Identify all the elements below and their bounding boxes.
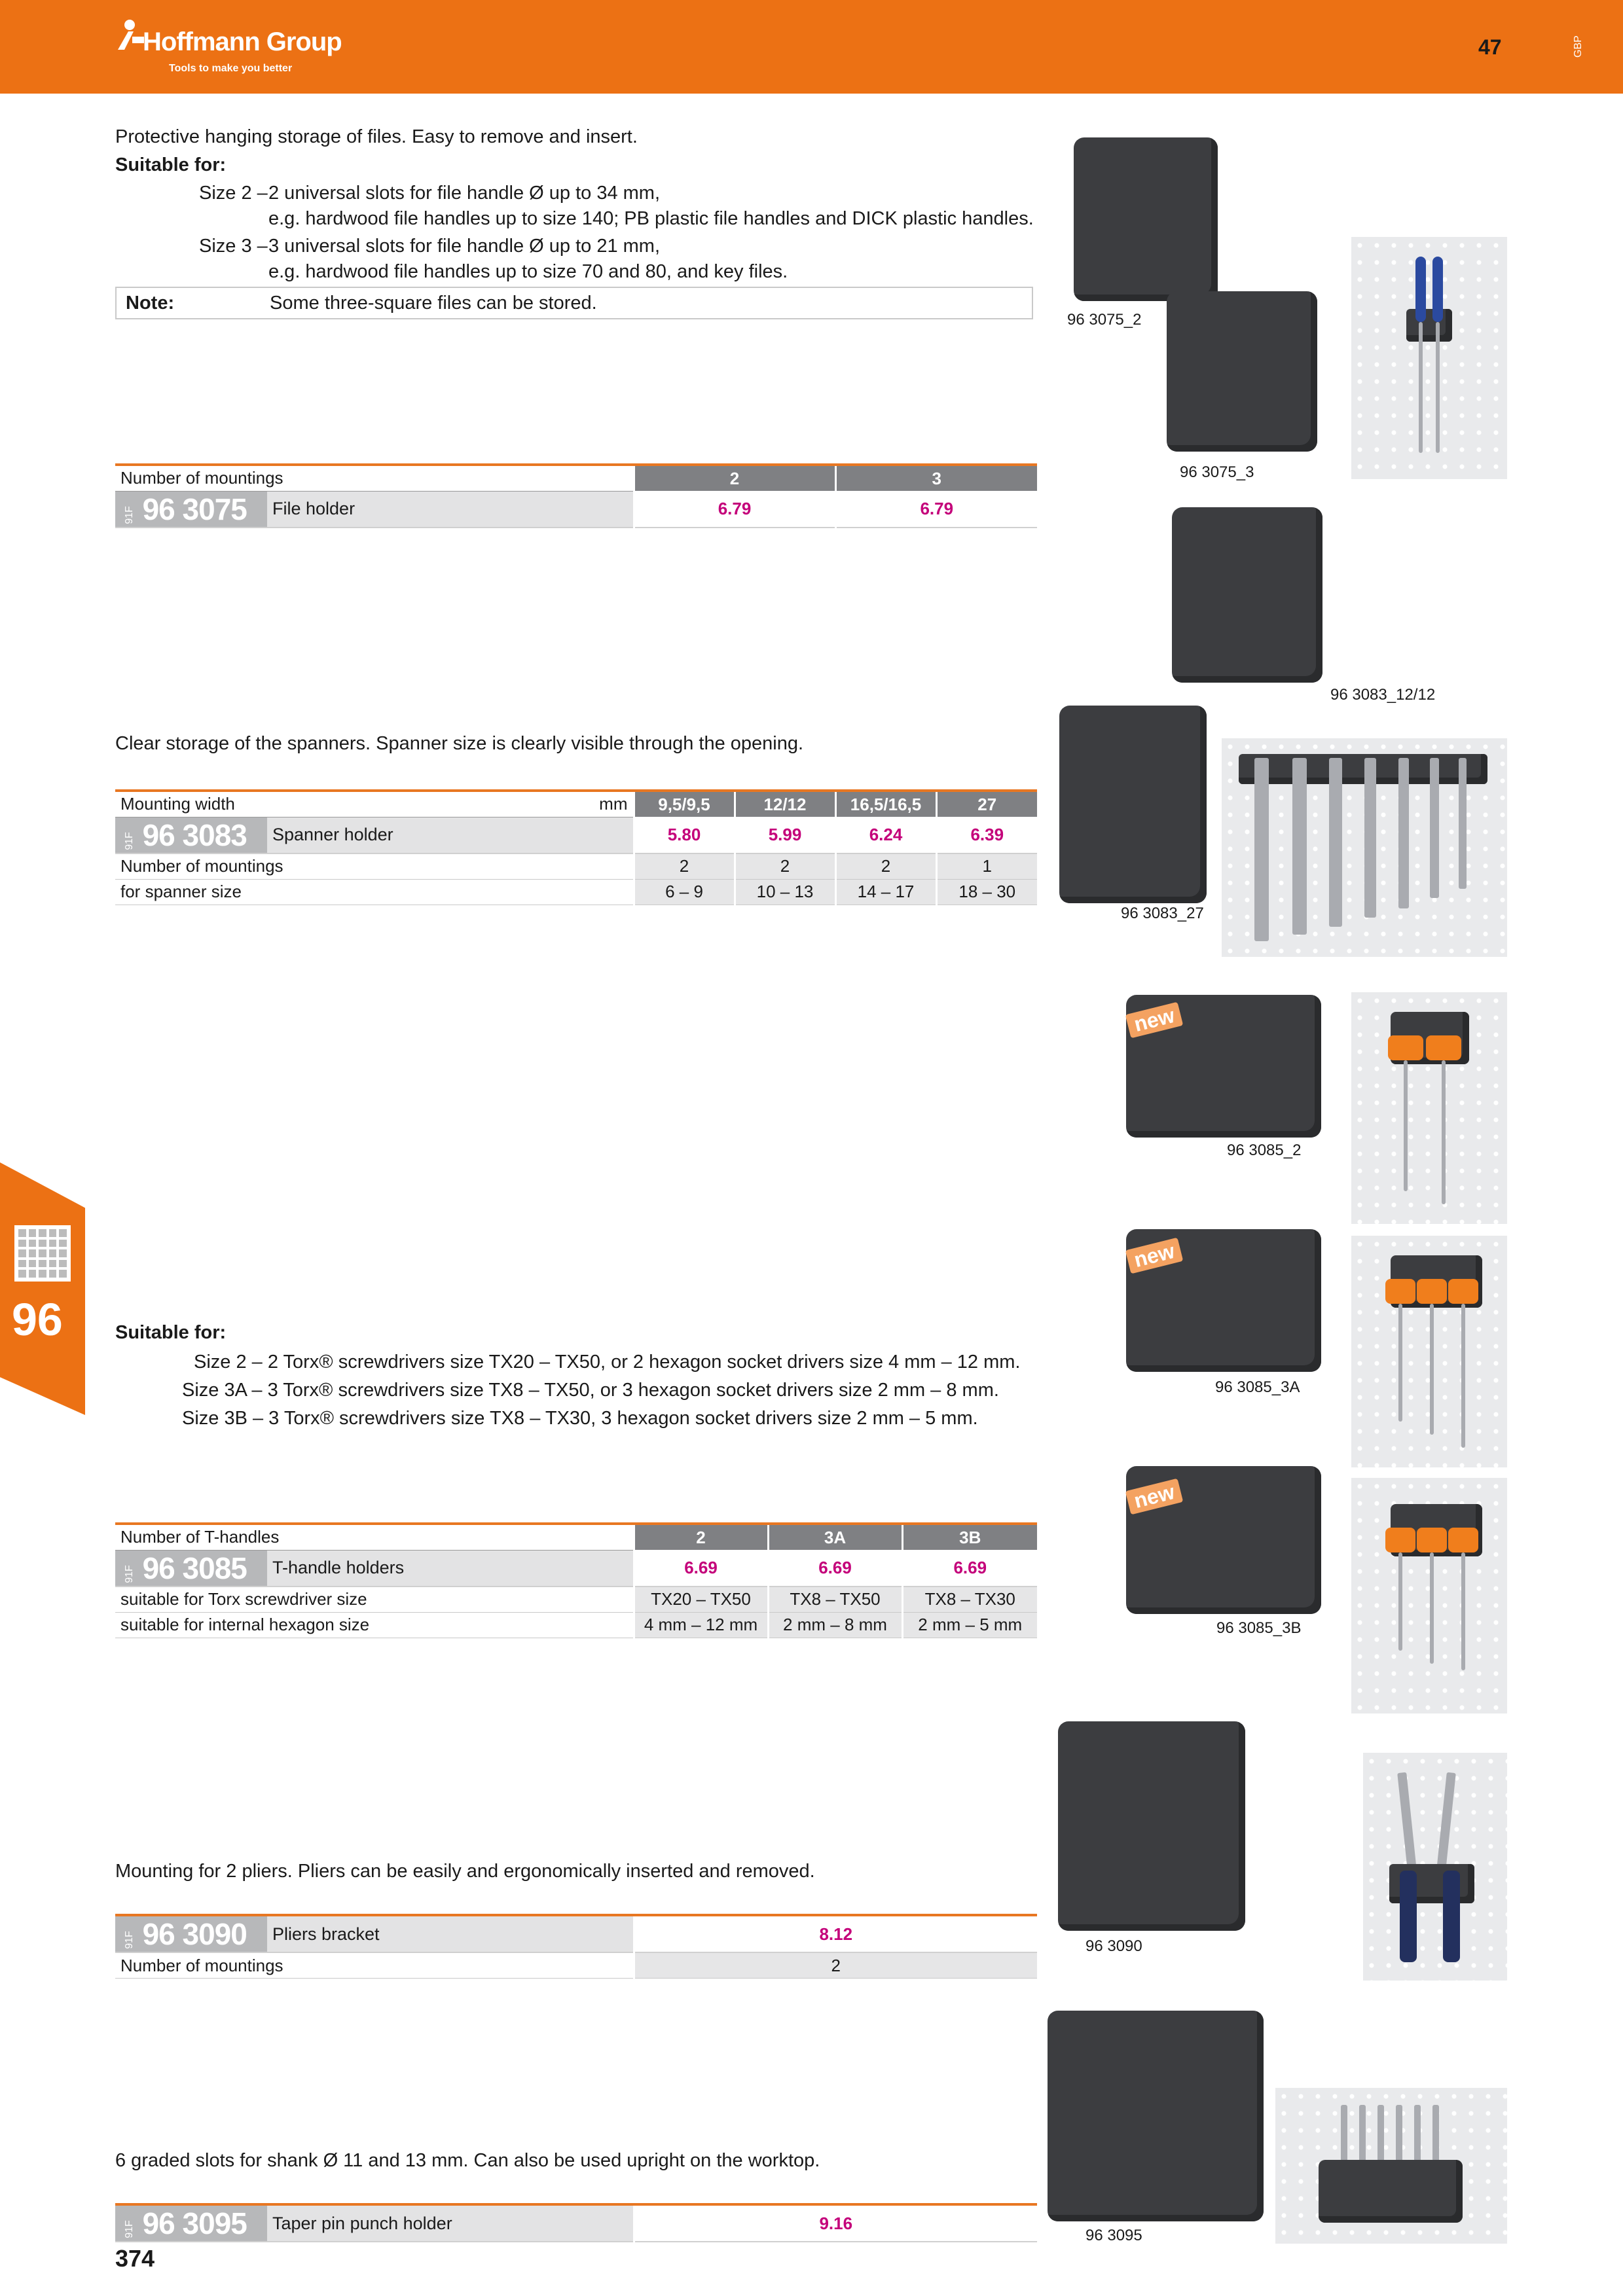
note-label: Note: <box>126 293 175 314</box>
pliers-bracket-image <box>1058 1721 1245 1931</box>
article-number-cell: 91F 96 3085 <box>115 1550 267 1587</box>
suitable-for-heading: Suitable for: <box>115 154 227 175</box>
taper-pin-table <box>115 2203 1037 2242</box>
price: 6.69 <box>768 1550 902 1587</box>
column-header: 16,5/16,5 <box>835 791 936 817</box>
row-label: for spanner size <box>115 879 634 905</box>
taper-pin-holder-image <box>1048 2011 1264 2221</box>
size-label: Size 3 – <box>199 236 268 257</box>
row-label: suitable for internal hexagon size <box>115 1612 634 1638</box>
article-name: Pliers bracket <box>267 1915 634 1952</box>
unit-label: mm <box>599 794 628 814</box>
article-number-cell: 91F 96 3095 <box>115 2204 267 2242</box>
spanner-holder-intro: Clear storage of the spanners. Spanner size is clearly visible through the opening. <box>115 733 804 754</box>
article-name: Taper pin punch holder <box>267 2204 634 2242</box>
table-cell: 2 mm – 5 mm <box>902 1612 1037 1638</box>
new-badge: new <box>1125 1002 1184 1039</box>
t-handle-3b-photo <box>1351 1478 1507 1713</box>
file-holder-size2-image <box>1074 137 1218 301</box>
row-label: Mounting width mm <box>115 791 634 817</box>
article-number: 96 3090 <box>142 1917 247 1951</box>
table-cell: 2 <box>634 1952 1037 1979</box>
row-label: Number of T-handles <box>115 1524 634 1550</box>
pliers-bracket-table <box>115 1914 1037 1979</box>
pliers-photo <box>1363 1753 1507 1981</box>
new-badge: new <box>1125 1238 1184 1274</box>
size-description: 2 universal slots for file handle Ø up to 34 mm, <box>268 183 661 204</box>
row-label: Number of mountings <box>115 1952 634 1979</box>
article-number-cell: 91F 96 3083 <box>115 817 267 853</box>
file-holder-photo <box>1351 237 1507 479</box>
file-holder-size3-image <box>1167 291 1317 452</box>
article-name: T-handle holders <box>267 1550 634 1587</box>
section-number: 96 <box>12 1294 63 1345</box>
price: 6.39 <box>936 817 1037 853</box>
price: 5.99 <box>735 817 835 853</box>
table-cell: TX20 – TX50 <box>634 1587 768 1613</box>
suitable-for-heading: Suitable for: <box>115 1322 227 1343</box>
table-cell: TX8 – TX30 <box>902 1587 1037 1613</box>
price: 6.79 <box>835 491 1037 528</box>
article-number: 96 3083 <box>142 817 247 852</box>
t-handle-table <box>115 1522 1037 1638</box>
file-holder-intro: Protective hanging storage of files. Easy to remove and insert. <box>115 126 638 147</box>
price: 6.79 <box>634 491 835 528</box>
column-header: 2 <box>634 1524 768 1550</box>
image-caption: 96 3090 <box>1085 1937 1142 1955</box>
image-caption: 96 3095 <box>1085 2227 1142 2244</box>
file-holder-table <box>115 463 1037 528</box>
image-caption: 96 3075_2 <box>1067 311 1142 329</box>
size-description: e.g. hardwood file handles up to size 70 and 80, and key files. <box>268 261 788 282</box>
table-cell: 4 mm – 12 mm <box>634 1612 768 1638</box>
table-cell: 2 mm – 8 mm <box>768 1612 902 1638</box>
table-cell: 14 – 17 <box>835 879 936 905</box>
currency-label: GBP <box>1573 35 1584 58</box>
column-header: 9,5/9,5 <box>634 791 735 817</box>
spanner-photo <box>1222 738 1507 957</box>
image-caption: 96 3085_2 <box>1227 1141 1302 1159</box>
price: 6.69 <box>634 1550 768 1587</box>
article-name: Spanner holder <box>267 817 634 853</box>
t-handle-2-photo <box>1351 992 1507 1224</box>
size-description: Size 3B – 3 Torx® screwdrivers size TX8 – TX30, 3 hexagon socket drivers size 2 mm – 5 mm. <box>182 1408 978 1429</box>
article-number-cell: 91F 96 3090 <box>115 1915 267 1952</box>
image-caption: 96 3085_3A <box>1215 1378 1300 1396</box>
hoffmann-logo-icon <box>115 17 147 51</box>
column-header: 3B <box>902 1524 1037 1550</box>
price: 6.24 <box>835 817 936 853</box>
table-cell: 2 <box>735 853 835 880</box>
image-caption: 96 3083_27 <box>1121 905 1204 922</box>
row-label: Number of mountings <box>115 465 634 491</box>
size-label: Size 2 – <box>199 183 268 204</box>
size-description: Size 2 – 2 Torx® screwdrivers size TX20 – TX50, or 2 hexagon socket drivers size 4 mm – 12 mm. <box>194 1352 1021 1372</box>
table-cell: TX8 – TX50 <box>768 1587 902 1613</box>
page-number: 374 <box>115 2245 155 2272</box>
spanner-holder-12-image <box>1172 507 1322 683</box>
column-header: 12/12 <box>735 791 835 817</box>
column-header: 3 <box>835 465 1037 491</box>
article-number: 96 3085 <box>142 1551 247 1585</box>
note-box <box>115 287 1033 319</box>
size-description: 3 universal slots for file handle Ø up to 21 mm, <box>268 236 661 257</box>
t-handle-3a-photo <box>1351 1236 1507 1467</box>
article-number-cell: 91F 96 3075 <box>115 491 267 528</box>
image-caption: 96 3083_12/12 <box>1330 686 1436 704</box>
article-number: 96 3075 <box>142 492 247 526</box>
price: 5.80 <box>634 817 735 853</box>
taper-pin-photo <box>1275 2088 1507 2244</box>
pliers-bracket-intro: Mounting for 2 pliers. Pliers can be easily and ergonomically inserted and removed. <box>115 1861 815 1882</box>
brand-tagline: Tools to make you better <box>169 63 293 74</box>
article-name: File holder <box>267 491 634 528</box>
table-cell: 18 – 30 <box>936 879 1037 905</box>
taper-pin-intro: 6 graded slots for shank Ø 11 and 13 mm. Can also be used upright on the worktop. <box>115 2150 820 2171</box>
brand-name: Hoffmann Group <box>143 27 342 56</box>
spanner-holder-table <box>115 789 1037 905</box>
table-cell: 10 – 13 <box>735 879 835 905</box>
price: 9.16 <box>634 2204 1037 2242</box>
image-caption: 96 3085_3B <box>1216 1619 1302 1637</box>
table-cell: 2 <box>634 853 735 880</box>
column-header: 3A <box>768 1524 902 1550</box>
table-cell: 1 <box>936 853 1037 880</box>
price: 6.69 <box>902 1550 1037 1587</box>
table-cell: 2 <box>835 853 936 880</box>
spanner-holder-27-image <box>1059 706 1207 903</box>
image-caption: 96 3075_3 <box>1180 463 1254 481</box>
price: 8.12 <box>634 1915 1037 1952</box>
catalog-page-number: 47 <box>1478 35 1502 59</box>
storage-grid-icon <box>14 1225 71 1282</box>
table-cell: 6 – 9 <box>634 879 735 905</box>
size-description: e.g. hardwood file handles up to size 140; PB plastic file handles and DICK plastic handles. <box>268 208 1034 229</box>
article-number: 96 3095 <box>142 2206 247 2240</box>
section-tab <box>0 1162 85 1415</box>
column-header: 2 <box>634 465 835 491</box>
size-description: Size 3A – 3 Torx® screwdrivers size TX8 – TX50, or 3 hexagon socket drivers size 2 mm – 8 mm. <box>182 1380 999 1401</box>
new-badge: new <box>1125 1479 1184 1515</box>
row-label: Number of mountings <box>115 853 634 880</box>
column-header: 27 <box>936 791 1037 817</box>
note-text: Some three-square files can be stored. <box>270 293 597 314</box>
row-label: suitable for Torx screwdriver size <box>115 1587 634 1613</box>
